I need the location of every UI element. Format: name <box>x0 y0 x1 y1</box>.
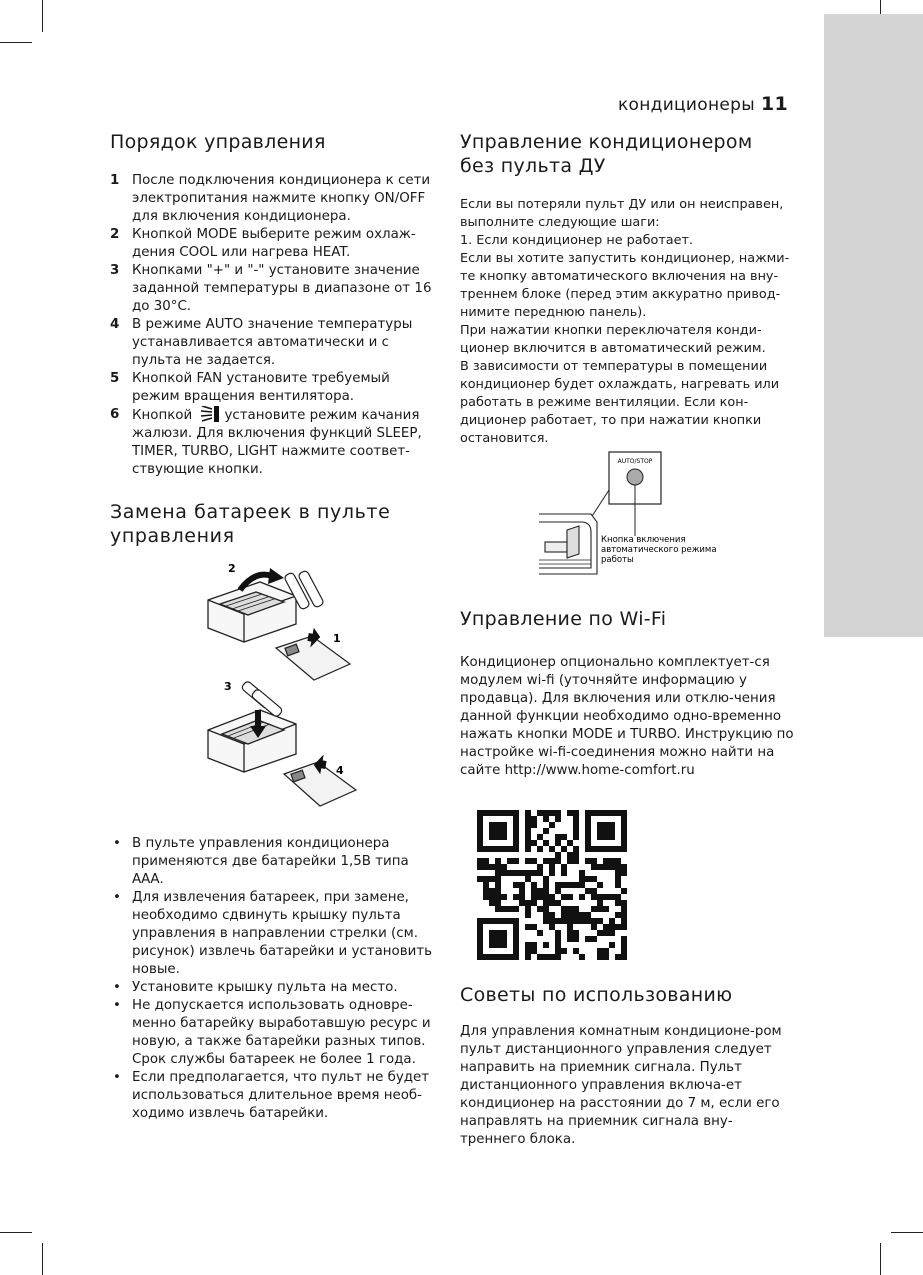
step-item: 1 После подключения кондиционера к сети электропитания нажмите кнопку ON/OFF для включения кондиционера. <box>110 173 431 224</box>
step-item: 5 Кнопкой FAN установите требуемый режим вращения вентилятора. <box>110 371 390 404</box>
crop-mark <box>880 1243 881 1275</box>
side-tab <box>824 14 923 637</box>
auto-stop-button <box>627 469 643 485</box>
qr-code <box>477 810 627 960</box>
figure-caption: Кнопка включения <box>601 535 686 545</box>
diagram-label: 1 <box>333 632 341 645</box>
crop-mark <box>891 1232 923 1233</box>
wifi-title: Управление по Wi-Fi <box>460 608 667 630</box>
bullet-item: • Для извлечения батареек, при замене, необходимо сдвинуть крышку пульта управления в направлении стрелки (см. рисунок) извлечь батарейки и установить новые. <box>113 890 433 977</box>
arrowhead-icon <box>268 568 284 584</box>
control-steps <box>110 172 440 479</box>
crop-mark <box>0 42 32 43</box>
remote-top <box>208 582 296 642</box>
step-item: 2 Кнопкой MODE выберите режим охлаж-дения COOL или нагрева HEAT. <box>110 227 416 260</box>
control-title: Порядок управления <box>110 131 326 153</box>
wifi-text: Кондиционер опционально комплектует-ся модулем wi-fi (уточняйте информацию у продавца). Для включения или отклю-чения данной функции необходимо одно-временно нажать кнопки MODE и TURBO. Инструкцию по настройке wi-fi-соединения можно найти на сайте http://www.home-comfort.ru <box>460 655 794 778</box>
indoor-unit <box>539 514 597 574</box>
diagram-label: 2 <box>228 562 236 575</box>
bullet-item: • Не допускается использовать одновре-менно батарейку выработавшую ресурс и новую, а также батарейки разных типов. Срок службы батареек не более 1 года. <box>113 998 431 1067</box>
page-number: 11 <box>760 93 788 115</box>
swing-louver-icon <box>199 406 221 422</box>
bullet-item: • В пульте управления кондиционера применяются две батарейки 1,5В типа ААА. <box>113 836 409 887</box>
step-item: 4 В режиме AUTO значение температуры устанавливается автоматически и с пульта не задается. <box>110 317 413 368</box>
no-remote-text: Если вы потеряли пульт ДУ или он неисправен, выполните следующие шаги: 1. Если кондиционер не работает. Если вы хотите запустить кондиционер, нажми-те кнопку автоматического включения на вну-треннем блоке (перед этим аккуратно привод-нимите переднюю панель). При нажатии кнопки переключателя конди-ционер включится в автоматический режим. В зависимости от температуры в помещении кондиционер будет охлаждать, нагревать или работать в режиме вентиляции. Если кон-диционер работает, то при нажатии кнопки остановится. <box>460 197 790 446</box>
figure-caption: работы <box>601 555 634 565</box>
battery-diagram <box>200 560 370 810</box>
auto-button-figure <box>535 450 735 585</box>
battery-bullets <box>110 835 440 1123</box>
step-item: 3 Кнопками "+" и "-" установите значение заданной температуры в диапазоне от 16 до 30°С. <box>110 263 432 314</box>
crop-mark <box>0 1232 32 1233</box>
figure-caption: автоматического режима <box>601 545 717 555</box>
diagram-label: 4 <box>336 764 344 777</box>
remote-bottom <box>208 710 296 772</box>
tips-text: Для управления комнатным кондиционе-ром пульт дистанционного управления следует направить на приемник сигнала. Пульт дистанционного управления включа-ет кондиционер на расстоянии до 7 м, если его направлять на приемник сигнала вну-треннего блока. <box>460 1024 782 1147</box>
step-item: 6 Кнопкой установите режим качания жалюзи. Для включения функций SLEEP, TIMER, TURBO, LIGHT нажмите соответ-ствующие кнопки. <box>110 407 422 477</box>
bullet-item: • Установите крышку пульта на место. <box>113 980 398 995</box>
crop-mark <box>42 1243 43 1275</box>
no-remote-title: Управление кондиционером без пульта ДУ <box>460 131 753 177</box>
bullet-item: • Если предполагается, что пульт не будет использоваться длительное время необ-ходимо извлечь батарейки. <box>113 1070 430 1121</box>
diagram-label: 3 <box>224 680 232 693</box>
crop-mark <box>42 0 43 32</box>
header-section: кондиционеры <box>617 95 755 115</box>
battery-title: Замена батареек в пульте управления <box>110 501 391 547</box>
page-header <box>618 93 788 115</box>
arrow-icon <box>255 710 261 728</box>
button-label: AUTO/STOP <box>617 458 653 465</box>
tips-title: Советы по использованию <box>460 984 733 1006</box>
